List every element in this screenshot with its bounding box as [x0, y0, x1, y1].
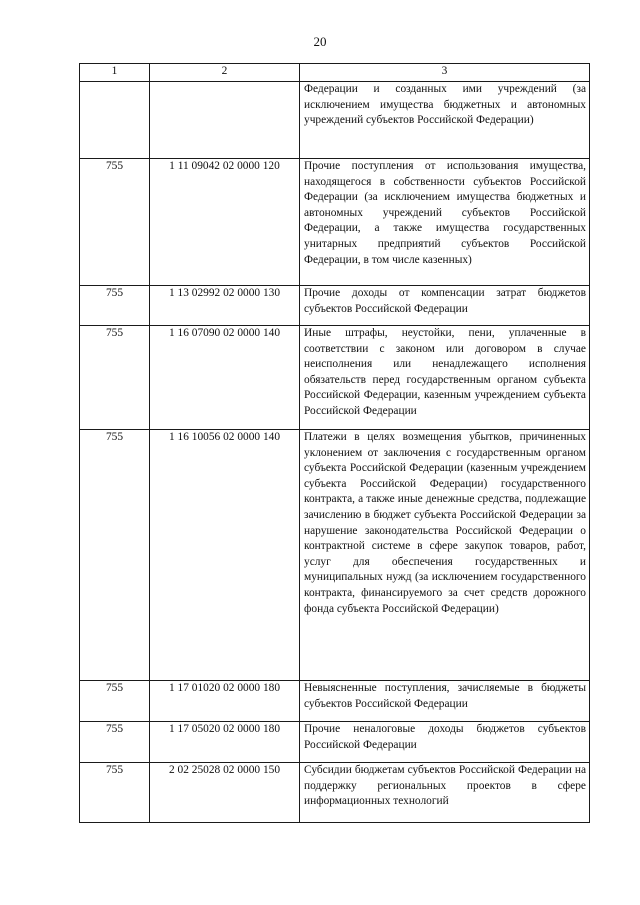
description-cell: Платежи в целях возмещения убытков, причиненных уклонением от заключения с государственным органом субъекта Российской Федерации (казенным учреждением субъекта Российской Федерации) государственного контракта, а также иные денежные средства, подлежащие зачислению в бюджет субъекта Российской Федерации за нарушение законодательства Российской Федерации о контрактной системе в сфере закупок товаров, работ, услуг для обеспечения государственных и муниципальных нужд (за исключением государственного контракта, финансируемого за счет средств дорожного фонда субъекта Российской Федерации) [300, 430, 590, 681]
table-row [80, 286, 590, 326]
description-cell: Прочие поступления от использования имущества, находящегося в собственности субъектов Российской Федерации (за исключением имущества бюджетных и автономных учреждений субъектов Российской Федерации, а также имущества государственных унитарных предприятий субъектов Российской Федерации, в том числе казенных) [300, 159, 590, 286]
budget-code-cell: 1 16 10056 02 0000 140 [150, 430, 300, 681]
description-cell: Прочие неналоговые доходы бюджетов субъектов Российской Федерации [300, 722, 590, 763]
budget-code-cell: 2 02 25028 02 0000 150 [150, 763, 300, 823]
table-row [80, 430, 590, 681]
header-col-1: 1 [80, 64, 150, 82]
budget-code-cell: 1 13 02992 02 0000 130 [150, 286, 300, 326]
budget-code-cell [150, 82, 300, 159]
description-cell: Федерации и созданных ими учреждений (за исключением имущества бюджетных и автономных учреждений субъектов Российской Федерации) [300, 82, 590, 159]
budget-code-cell: 1 17 05020 02 0000 180 [150, 722, 300, 763]
admin-code-cell: 755 [80, 286, 150, 326]
header-row [80, 64, 590, 82]
header-col-3: 3 [300, 64, 590, 82]
table-row [80, 722, 590, 763]
description-cell: Иные штрафы, неустойки, пени, уплаченные в соответствии с законом или договором в случае неисполнения или ненадлежащего исполнения обязательств перед государственным органом субъекта Российской Федерации, казенным учреждением субъекта Российской Федерации [300, 326, 590, 430]
budget-code-cell: 1 11 09042 02 0000 120 [150, 159, 300, 286]
description-cell: Невыясненные поступления, зачисляемые в бюджеты субъектов Российской Федерации [300, 681, 590, 722]
description-cell: Прочие доходы от компенсации затрат бюджетов субъектов Российской Федерации [300, 286, 590, 326]
table-row [80, 82, 590, 159]
header-col-2: 2 [150, 64, 300, 82]
admin-code-cell: 755 [80, 681, 150, 722]
budget-code-cell: 1 17 01020 02 0000 180 [150, 681, 300, 722]
page-number: 20 [313, 34, 327, 49]
table-row [80, 681, 590, 722]
admin-code-cell: 755 [80, 159, 150, 286]
admin-code-cell: 755 [80, 430, 150, 681]
admin-code-cell: 755 [80, 763, 150, 823]
table-row [80, 159, 590, 286]
revenue-codes-table [79, 63, 590, 823]
admin-code-cell: 755 [80, 722, 150, 763]
admin-code-cell [80, 82, 150, 159]
description-cell: Субсидии бюджетам субъектов Российской Федерации на поддержку региональных проектов в сфере информационных технологий [300, 763, 590, 823]
table-row [80, 763, 590, 823]
table-row [80, 326, 590, 430]
budget-code-cell: 1 16 07090 02 0000 140 [150, 326, 300, 430]
admin-code-cell: 755 [80, 326, 150, 430]
